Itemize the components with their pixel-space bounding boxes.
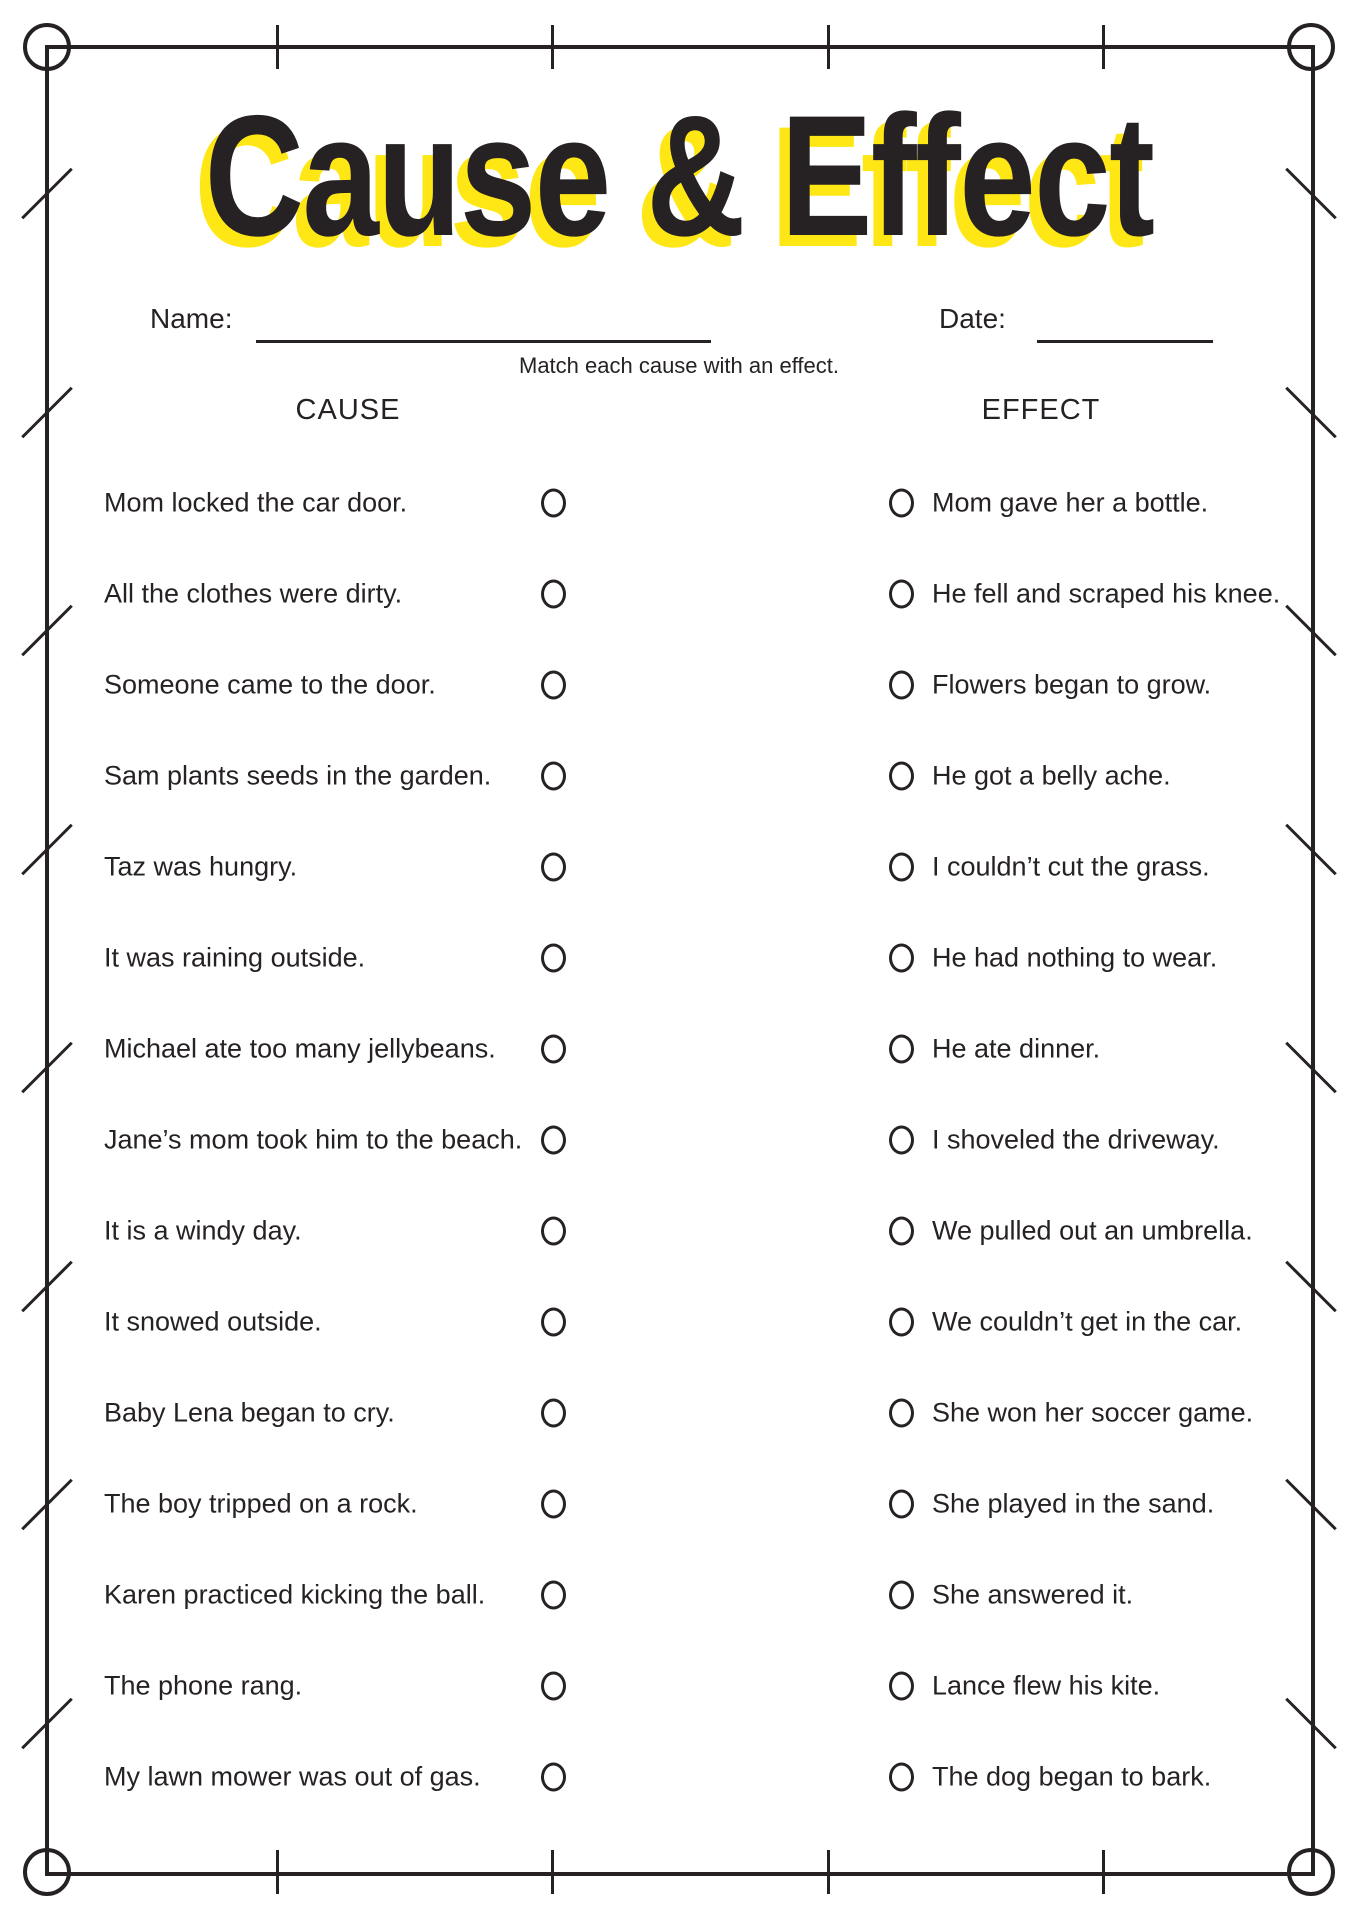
effect-text: I couldn’t cut the grass.	[932, 851, 1210, 882]
top-tick-mark	[1102, 25, 1105, 69]
cause-match-circle[interactable]	[541, 1490, 566, 1519]
cause-match-circle[interactable]	[541, 1217, 566, 1246]
effect-text: He ate dinner.	[932, 1033, 1101, 1064]
cause-match-circle[interactable]	[541, 489, 566, 518]
cause-text: The phone rang.	[104, 1670, 303, 1701]
effect-text: We couldn’t get in the car.	[932, 1306, 1243, 1337]
cause-text: Michael ate too many jellybeans.	[104, 1033, 496, 1064]
cause-match-circle[interactable]	[541, 1672, 566, 1701]
effect-match-circle[interactable]	[889, 1399, 914, 1428]
effect-match-circle[interactable]	[889, 1672, 914, 1701]
cause-text: My lawn mower was out of gas.	[104, 1761, 481, 1792]
bottom-tick-mark	[276, 1850, 279, 1894]
effect-text: We pulled out an umbrella.	[932, 1215, 1253, 1246]
bottom-tick-mark	[551, 1850, 554, 1894]
effect-match-circle[interactable]	[889, 671, 914, 700]
top-tick-mark	[276, 25, 279, 69]
cause-match-circle[interactable]	[541, 1126, 566, 1155]
effect-text: She won her soccer game.	[932, 1397, 1254, 1428]
top-tick-mark	[827, 25, 830, 69]
effect-text: Mom gave her a bottle.	[932, 487, 1209, 518]
cause-match-circle[interactable]	[541, 853, 566, 882]
worksheet-title: Cause & Effect	[204, 80, 1154, 272]
effect-text: The dog began to bark.	[932, 1761, 1212, 1792]
effect-match-circle[interactable]	[889, 580, 914, 609]
effect-text: He fell and scraped his knee.	[932, 578, 1281, 609]
cause-match-circle[interactable]	[541, 1308, 566, 1337]
effect-match-circle[interactable]	[889, 1035, 914, 1064]
cause-match-circle[interactable]	[541, 1035, 566, 1064]
cause-match-circle[interactable]	[541, 1763, 566, 1792]
corner-registration-circle	[23, 23, 71, 71]
name-label: Name:	[150, 303, 233, 334]
cause-text: Mom locked the car door.	[104, 487, 408, 518]
effect-match-circle[interactable]	[889, 1308, 914, 1337]
cause-match-circle[interactable]	[541, 944, 566, 973]
effect-text: He got a belly ache.	[932, 760, 1171, 791]
bottom-tick-mark	[827, 1850, 830, 1894]
effect-column-header: EFFECT	[981, 394, 1101, 426]
effect-text: She answered it.	[932, 1579, 1134, 1610]
cause-text: It was raining outside.	[104, 942, 366, 973]
cause-match-circle[interactable]	[541, 1399, 566, 1428]
effect-match-circle[interactable]	[889, 1126, 914, 1155]
corner-registration-circle	[23, 1848, 71, 1896]
cause-text: Baby Lena began to cry.	[104, 1397, 395, 1428]
cause-match-circle[interactable]	[541, 671, 566, 700]
cause-text: It snowed outside.	[104, 1306, 322, 1337]
cause-match-circle[interactable]	[541, 580, 566, 609]
effect-match-circle[interactable]	[889, 1490, 914, 1519]
cause-text: Taz was hungry.	[104, 851, 298, 882]
cause-match-circle[interactable]	[541, 1581, 566, 1610]
corner-registration-circle	[1287, 23, 1335, 71]
cause-text: Jane’s mom took him to the beach.	[104, 1124, 523, 1155]
corner-registration-circle	[1287, 1848, 1335, 1896]
cause-text: All the clothes were dirty.	[104, 578, 403, 609]
top-tick-mark	[551, 25, 554, 69]
effect-match-circle[interactable]	[889, 762, 914, 791]
effect-text: Flowers began to grow.	[932, 669, 1212, 700]
bottom-tick-mark	[1102, 1850, 1105, 1894]
cause-match-circle[interactable]	[541, 762, 566, 791]
effect-match-circle[interactable]	[889, 1581, 914, 1610]
date-input-line[interactable]	[1037, 316, 1213, 343]
effect-text: Lance flew his kite.	[932, 1670, 1161, 1701]
cause-text: The boy tripped on a rock.	[104, 1488, 418, 1519]
effect-match-circle[interactable]	[889, 853, 914, 882]
instruction-text: Match each cause with an effect.	[519, 353, 839, 378]
effect-text: He had nothing to wear.	[932, 942, 1218, 973]
effect-text: I shoveled the driveway.	[932, 1124, 1220, 1155]
effect-match-circle[interactable]	[889, 1763, 914, 1792]
cause-column-header: CAUSE	[295, 394, 401, 426]
cause-text: Someone came to the door.	[104, 669, 436, 700]
effect-text: She played in the sand.	[932, 1488, 1215, 1519]
effect-match-circle[interactable]	[889, 489, 914, 518]
effect-match-circle[interactable]	[889, 944, 914, 973]
cause-text: Karen practiced kicking the ball.	[104, 1579, 486, 1610]
cause-text: Sam plants seeds in the garden.	[104, 760, 492, 791]
cause-text: It is a windy day.	[104, 1215, 302, 1246]
date-label: Date:	[939, 303, 1006, 334]
name-input-line[interactable]	[256, 316, 711, 343]
effect-match-circle[interactable]	[889, 1217, 914, 1246]
